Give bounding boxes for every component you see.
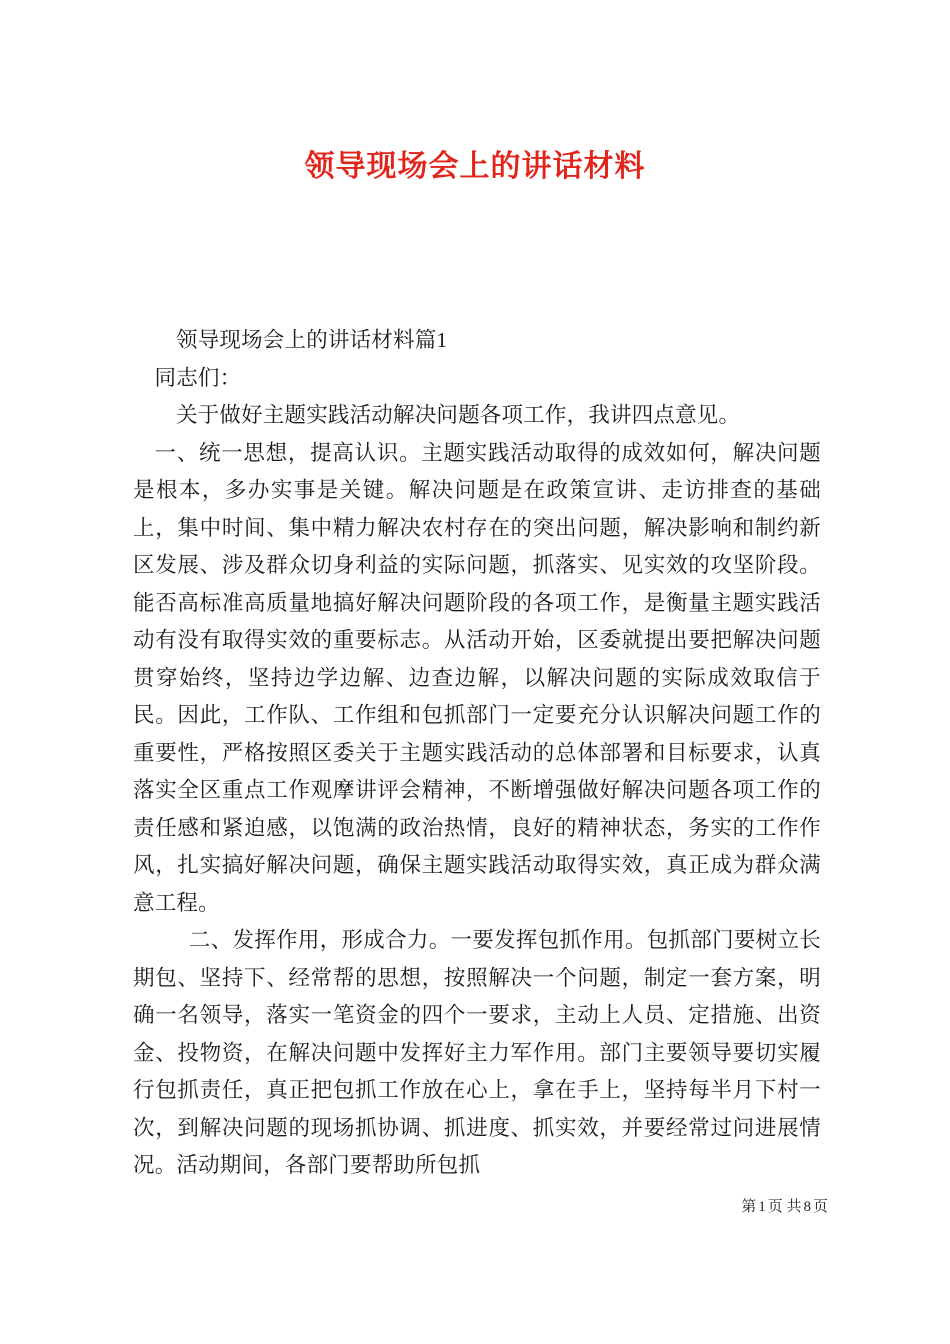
intro-paragraph: 关于做好主题实践活动解决问题各项工作，我讲四点意见。 bbox=[176, 403, 741, 427]
page-footer bbox=[0, 1196, 950, 1218]
body-heading-line: 领导现场会上的讲话材料篇1 bbox=[176, 328, 448, 352]
footer-suffix: 页 bbox=[812, 1199, 828, 1215]
page-title: 领导现场会上的讲话材料 bbox=[304, 150, 646, 184]
footer-middle: 页 共 bbox=[767, 1199, 802, 1215]
footer-prefix: 第 bbox=[741, 1199, 757, 1215]
section-two-paragraph: 二、发挥作用，形成合力。一要发挥包抓作用。包抓部门要树立长期包、坚持下、经常帮的思想，按照解决一个问题，制定一套方案，明确一名领导，落实一笔资金的四个一要求，主动上人员、定措施、出资金、投物资，在解决问题中发挥好主力军作用。部门主要领导要切实履行包抓责任，真正把包抓工作放在心上，拿在手上，坚持每半月下村一次，到解决问题的现场抓协调、抓进度、抓实效，并要经常过问进展情况。活动期间，各部门要帮助所包抓 bbox=[133, 928, 821, 1177]
footer-total-pages: 8 bbox=[803, 1199, 811, 1215]
salutation: 同志们： bbox=[154, 365, 242, 390]
section-one-paragraph: 一、统一思想，提高认识。主题实践活动取得的成效如何，解决问题是根本，多办实事是关键。解决问题是在政策宣讲、走访排查的基础上，集中时间、集中精力解决农村存在的突出问题，解决影响和制约新区发展、涉及群众切身利益的实际问题，抓落实、见实效的攻坚阶段。能否高标准高质量地搞好解决问题阶段的各项工作，是衡量主题实践活动有没有取得实效的重要标志。从活动开始，区委就提出要把解决问题贯穿始终，坚持边学边解、边查边解，以解决问题的实际成效取信于民。因此，工作队、工作组和包抓部门一定要充分认识解决问题工作的重要性，严格按照区委关于主题实践活动的总体部署和目标要求，认真落实全区重点工作观摩讲评会精神，不断增强做好解决问题各项工作的责任感和紧迫感，以饱满的政治热情，良好的精神状态，务实的工作作风，扎实搞好解决问题，确保主题实践活动取得实效，真正成为群众满意工程。 bbox=[133, 440, 821, 915]
footer-current-page: 1 bbox=[758, 1199, 766, 1215]
document-body bbox=[133, 322, 821, 1185]
